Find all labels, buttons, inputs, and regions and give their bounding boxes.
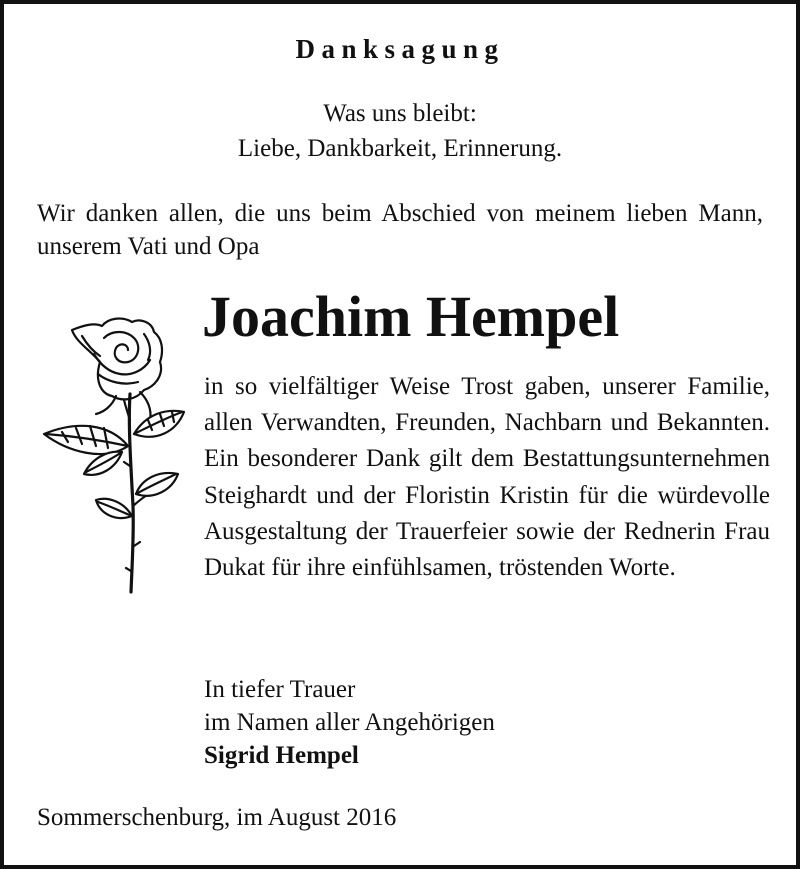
thanks-intro: Wir danken allen, die uns beim Abschied von meinem lieben Mann, unserem Vati und Opa	[37, 200, 763, 260]
deceased-name: Joachim Hempel	[202, 284, 620, 349]
rose-icon	[38, 316, 188, 594]
place-date: Sommerschenburg, im August 2016	[37, 804, 397, 831]
signer-name: Sigrid Hempel	[204, 742, 359, 769]
signoff-block	[204, 673, 495, 772]
quote-line-2: Liebe, Dankbarkeit, Erinnerung.	[237, 135, 563, 162]
quote-block	[4, 96, 796, 166]
signoff-line-1: In tiefer Trauer	[204, 676, 356, 703]
signoff-line-2: im Namen aller Angehörigen	[204, 709, 495, 736]
notice-title: Danksagung	[295, 34, 505, 64]
body-text: in so vielfältiger Weise Trost gaben, unserer Familie, allen Verwandten, Freunden, Nachbarn und Bekannten. Ein besonderer Dank gilt dem Bestattungsunternehmen Steighardt und der Floristin Kristin für die würdevolle Ausgestaltung der Trauerfeier sowie der Rednerin Frau Dukat für ihre einfühlsamen, tröstenden Worte.	[204, 373, 770, 582]
quote-line-1: Was uns bleibt:	[323, 100, 477, 127]
